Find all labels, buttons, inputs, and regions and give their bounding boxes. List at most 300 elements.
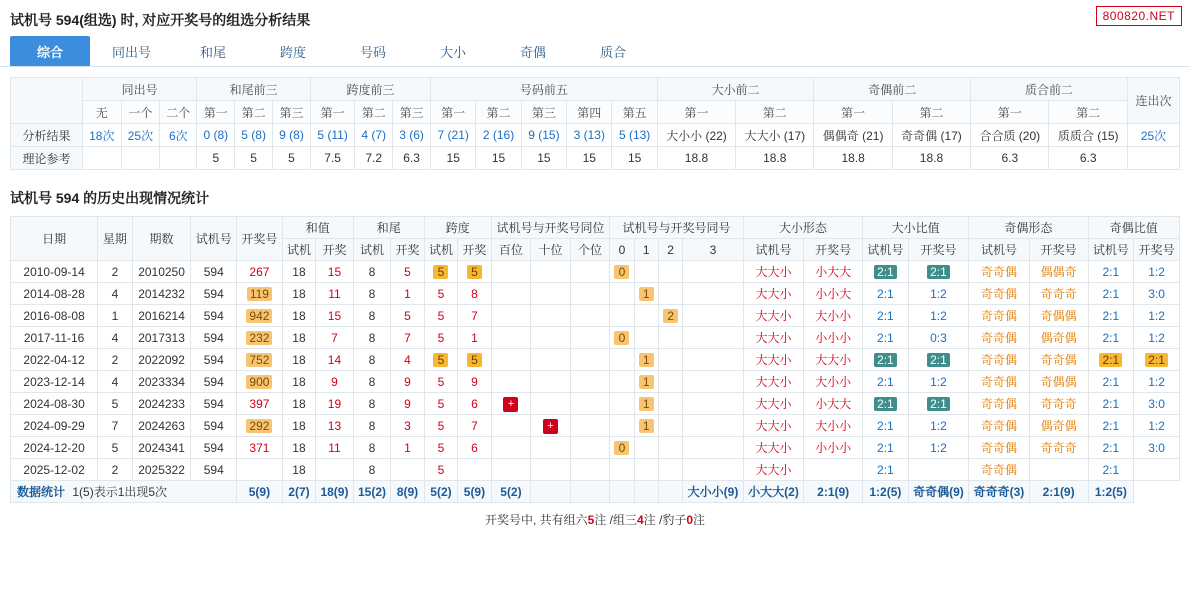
tab-kuadu[interactable]: 跨度 <box>280 44 307 60</box>
cell-ratio-test: 2:1 <box>863 415 909 437</box>
cell-oer-test: 2:1 <box>1088 305 1134 327</box>
cell-same-pos-shi <box>531 283 571 305</box>
analysis-kuadu-2: 4 (7) <box>355 124 393 147</box>
stats-oe-test: 奇奇偶(9) <box>908 481 969 503</box>
tab-hewei[interactable]: 和尾 <box>200 44 227 60</box>
cell-same-pos-shi <box>531 415 571 437</box>
sub-wu: 无 <box>83 101 122 124</box>
cell-drawnum-badge: 752 <box>246 353 272 367</box>
cell-same-num-0 <box>610 349 634 371</box>
cell-form-test: 大大小 <box>743 393 804 415</box>
cell-same-num-0 <box>610 283 634 305</box>
sub-form-draw: 开奖号 <box>804 239 863 261</box>
sub-form-test: 试机号 <box>743 239 804 261</box>
cell-issue: 2016214 <box>132 305 191 327</box>
cell-ratio-draw <box>908 261 969 283</box>
sub-same-0: 0 <box>610 239 634 261</box>
stats-he-draw: 2(7) <box>282 481 315 503</box>
sub-haoma-5: 第五 <box>612 101 657 124</box>
cell-issue: 2024341 <box>132 437 191 459</box>
cell-oer-test: 2:1 <box>1088 371 1134 393</box>
cell-same-pos-bai <box>491 393 531 415</box>
cell-he-test: 18 <box>282 349 315 371</box>
cell-date: 2010-09-14 <box>11 261 98 283</box>
cell-week: 7 <box>98 415 132 437</box>
cell-same-num-2 <box>658 393 682 415</box>
sub-haoma-2: 第二 <box>476 101 521 124</box>
sub-same-1: 1 <box>634 239 658 261</box>
cell-week: 5 <box>98 393 132 415</box>
history-stats-row <box>11 481 1180 503</box>
cell-ratio-draw: 1:2 <box>908 437 969 459</box>
cell-he-test: 18 <box>282 371 315 393</box>
cell-same-num-3 <box>683 459 744 481</box>
cell-drawnum <box>237 371 283 393</box>
analysis-hewei-3: 9 (8) <box>273 124 311 147</box>
footer-mid2: 注 /豹子 <box>643 513 687 527</box>
cell-oer-draw: 1:2 <box>1134 415 1180 437</box>
cell-same-num-1-badge: 1 <box>639 353 654 367</box>
cell-oe-test: 奇奇偶 <box>969 415 1030 437</box>
col-issue: 期数 <box>132 217 191 261</box>
sub-oer-test: 试机号 <box>1088 239 1134 261</box>
plus-icon: + <box>543 419 558 434</box>
table-row[interactable] <box>11 283 1180 305</box>
cell-form-draw: 小小大 <box>804 283 863 305</box>
cell-same-pos-bai <box>491 459 531 481</box>
cell-same-num-0-badge: 0 <box>614 441 629 455</box>
analysis-zhihe-2: 质质合 (15) <box>1049 124 1128 147</box>
cell-ratio-draw-badge: 2:1 <box>927 397 950 411</box>
stats-same-1 <box>610 481 634 503</box>
tab-jiou[interactable]: 奇偶 <box>520 44 547 60</box>
analysis-kuadu-3: 3 (6) <box>393 124 431 147</box>
col-hewei: 和尾 <box>353 217 424 239</box>
cell-same-num-0 <box>610 459 634 481</box>
cell-drawnum <box>237 459 283 481</box>
summary-row-analysis <box>11 124 1180 147</box>
cell-date: 2017-11-16 <box>11 327 98 349</box>
theory-hewei-1: 5 <box>197 147 235 170</box>
cell-same-num-3 <box>683 283 744 305</box>
history-group-header-row <box>11 217 1180 239</box>
cell-kua-draw <box>458 261 491 283</box>
cell-issue: 2017313 <box>132 327 191 349</box>
cell-oer-test: 2:1 <box>1088 261 1134 283</box>
cell-oer-test-badge: 2:1 <box>1099 353 1122 367</box>
cell-testnum: 594 <box>191 349 237 371</box>
cell-kua-draw: 9 <box>458 371 491 393</box>
cell-week: 4 <box>98 283 132 305</box>
cell-kua-draw: 6 <box>458 437 491 459</box>
table-row[interactable] <box>11 327 1180 349</box>
col-date: 日期 <box>11 217 98 261</box>
summary-table <box>10 77 1180 170</box>
sub-jiou-1: 第一 <box>814 101 892 124</box>
cell-form-test: 大大小 <box>743 283 804 305</box>
cell-he-test: 18 <box>282 393 315 415</box>
cell-week: 5 <box>98 437 132 459</box>
group-zhihe-top2: 质合前二 <box>971 78 1128 101</box>
cell-testnum: 594 <box>191 459 237 481</box>
col-drawnum: 开奖号 <box>237 217 283 261</box>
theory-wu <box>83 147 122 170</box>
cell-same-num-0 <box>610 437 634 459</box>
cell-ratio-test-badge: 2:1 <box>874 397 897 411</box>
cell-form-draw: 大小小 <box>804 371 863 393</box>
sub-kuadu-1: 第一 <box>310 101 354 124</box>
sub-hewei-2: 第二 <box>235 101 273 124</box>
cell-same-num-1 <box>634 459 658 481</box>
theory-haoma-4: 15 <box>567 147 612 170</box>
theory-haoma-5: 15 <box>612 147 657 170</box>
cell-form-test: 大大小 <box>743 459 804 481</box>
cell-wei-test: 8 <box>353 261 391 283</box>
cell-same-num-2 <box>658 371 682 393</box>
cell-same-num-3 <box>683 437 744 459</box>
cell-date: 2024-08-30 <box>11 393 98 415</box>
cell-same-pos-shi <box>531 327 571 349</box>
cell-same-pos-ge <box>570 283 610 305</box>
sub-hezhi-draw: 开奖 <box>316 239 354 261</box>
col-jiou-ratio: 奇偶比值 <box>1088 217 1180 239</box>
sub-kuadu-2: 第二 <box>355 101 393 124</box>
group-haoma-top5: 号码前五 <box>431 78 658 101</box>
stats-oe-draw: 奇奇奇(3) <box>969 481 1030 503</box>
cell-he-draw: 11 <box>316 283 354 305</box>
cell-testnum: 594 <box>191 393 237 415</box>
sub-jiou-2: 第二 <box>892 101 970 124</box>
cell-issue: 2022092 <box>132 349 191 371</box>
sub-bai: 百位 <box>491 239 531 261</box>
cell-testnum: 594 <box>191 415 237 437</box>
stats-wei-draw: 15(2) <box>353 481 391 503</box>
cell-drawnum-badge: 119 <box>247 287 272 301</box>
table-row[interactable] <box>11 261 1180 283</box>
footer-zu6: 5 <box>587 513 595 527</box>
cell-he-test: 18 <box>282 459 315 481</box>
cell-oer-draw: 3:0 <box>1134 283 1180 305</box>
cell-wei-test: 8 <box>353 415 391 437</box>
cell-same-num-0 <box>610 393 634 415</box>
stats-form-draw: 小大大(2) <box>743 481 804 503</box>
tab-haoma[interactable]: 号码 <box>360 44 387 60</box>
cell-issue: 2024233 <box>132 393 191 415</box>
tab-zhihe[interactable]: 质合 <box>600 44 627 60</box>
cell-same-pos-shi <box>531 437 571 459</box>
cell-same-pos-bai <box>491 371 531 393</box>
cell-same-num-3 <box>683 349 744 371</box>
analysis-haoma-2: 2 (16) <box>476 124 521 147</box>
cell-oer-draw: 1:2 <box>1134 305 1180 327</box>
tab-zonghe[interactable]: 综合 <box>10 36 90 66</box>
cell-ratio-test-badge: 2:1 <box>874 265 897 279</box>
cell-he-draw: 15 <box>316 305 354 327</box>
cell-kua-draw <box>458 349 491 371</box>
cell-ratio-test: 2:1 <box>863 305 909 327</box>
sub-kuadu-test: 试机 <box>424 239 457 261</box>
cell-oe-draw: 偶偶奇 <box>1029 261 1088 283</box>
cell-kua-draw-badge: 5 <box>467 353 482 367</box>
analysis-jiou-2: 奇奇偶 (17) <box>892 124 970 147</box>
cell-oer-draw: 1:2 <box>1134 371 1180 393</box>
analysis-hewei-2: 5 (8) <box>235 124 273 147</box>
cell-oe-draw <box>1029 459 1088 481</box>
cell-drawnum: 267 <box>237 261 283 283</box>
cell-form-test: 大大小 <box>743 349 804 371</box>
cell-oer-draw <box>1134 349 1180 371</box>
analysis-wu: 18次 <box>83 124 122 147</box>
cell-oer-draw-badge: 2:1 <box>1145 353 1168 367</box>
stats-same-0 <box>570 481 610 503</box>
cell-oer-draw: 3:0 <box>1134 393 1180 415</box>
footer-zu3: 4 <box>636 513 644 527</box>
cell-wei-draw: 7 <box>391 327 424 349</box>
cell-same-num-0 <box>610 371 634 393</box>
cell-wei-test: 8 <box>353 327 391 349</box>
cell-drawnum-badge: 292 <box>246 419 272 433</box>
analysis-kuadu-1: 5 (11) <box>310 124 354 147</box>
stats-ratio-draw: 1:2(5) <box>863 481 909 503</box>
cell-form-draw <box>804 459 863 481</box>
stats-form-test: 大小小(9) <box>683 481 744 503</box>
theory-jiou-1: 18.8 <box>814 147 892 170</box>
cell-same-num-2 <box>658 283 682 305</box>
cell-testnum: 594 <box>191 371 237 393</box>
cell-oe-test: 奇奇偶 <box>969 261 1030 283</box>
cell-oe-test: 奇奇偶 <box>969 305 1030 327</box>
row-label-theory: 理论参考 <box>11 147 83 170</box>
sub-ratio-draw: 开奖号 <box>908 239 969 261</box>
cell-same-pos-ge <box>570 261 610 283</box>
cell-kua-test: 5 <box>424 415 457 437</box>
sub-ge: 个位 <box>570 239 610 261</box>
cell-wei-test: 8 <box>353 371 391 393</box>
cell-testnum: 594 <box>191 261 237 283</box>
cell-wei-draw: 5 <box>391 305 424 327</box>
cell-same-num-0-badge: 0 <box>614 265 629 279</box>
table-row[interactable] <box>11 371 1180 393</box>
sub-same-2: 2 <box>658 239 682 261</box>
analysis-hewei-1: 0 (8) <box>197 124 235 147</box>
cell-same-pos-ge <box>570 415 610 437</box>
cell-he-draw: 7 <box>316 327 354 349</box>
cell-testnum: 594 <box>191 305 237 327</box>
cell-wei-draw: 9 <box>391 393 424 415</box>
cell-wei-draw: 1 <box>391 437 424 459</box>
cell-ratio-test <box>863 393 909 415</box>
cell-testnum: 594 <box>191 327 237 349</box>
cell-kua-test: 5 <box>424 327 457 349</box>
sub-erge: 二个 <box>160 101 197 124</box>
theory-haoma-2: 15 <box>476 147 521 170</box>
stats-same-2 <box>634 481 658 503</box>
cell-same-pos-bai <box>491 415 531 437</box>
cell-wei-test: 8 <box>353 437 391 459</box>
table-row[interactable] <box>11 459 1180 481</box>
cell-ratio-draw: 1:2 <box>908 283 969 305</box>
history-body <box>11 261 1180 481</box>
col-same-position: 试机号与开奖号同位 <box>491 217 610 239</box>
stats-wei-test: 18(9) <box>316 481 354 503</box>
cell-oe-test: 奇奇偶 <box>969 393 1030 415</box>
sub-kuadu-draw: 开奖 <box>458 239 491 261</box>
cell-same-pos-ge <box>570 327 610 349</box>
cell-form-test: 大大小 <box>743 327 804 349</box>
analysis-haoma-4: 3 (13) <box>567 124 612 147</box>
cell-wei-draw: 9 <box>391 371 424 393</box>
sub-kuadu-3: 第三 <box>393 101 431 124</box>
cell-kua-test <box>424 349 457 371</box>
cell-wei-draw: 3 <box>391 415 424 437</box>
cell-date: 2016-08-08 <box>11 305 98 327</box>
cell-ratio-test-badge: 2:1 <box>874 353 897 367</box>
theory-hewei-2: 5 <box>235 147 273 170</box>
cell-he-draw: 15 <box>316 261 354 283</box>
cell-ratio-test <box>863 349 909 371</box>
cell-form-draw: 小大大 <box>804 261 863 283</box>
tab-tongchuhao[interactable]: 同出号 <box>112 44 152 60</box>
summary-corner-cell <box>11 78 83 124</box>
cell-same-num-1-badge: 1 <box>639 419 654 433</box>
cell-issue: 2024263 <box>132 415 191 437</box>
col-daxiao-form: 大小形态 <box>743 217 862 239</box>
cell-ratio-draw <box>908 393 969 415</box>
col-testnum: 试机号 <box>191 217 237 261</box>
cell-wei-draw: 1 <box>391 283 424 305</box>
cell-wei-test: 8 <box>353 283 391 305</box>
history-table <box>10 216 1180 503</box>
table-row[interactable] <box>11 437 1180 459</box>
cell-oer-test: 2:1 <box>1088 415 1134 437</box>
cell-same-num-2 <box>658 459 682 481</box>
theory-erge <box>160 147 197 170</box>
cell-same-num-2 <box>658 261 682 283</box>
cell-oer-draw: 1:2 <box>1134 261 1180 283</box>
sub-haoma-4: 第四 <box>567 101 612 124</box>
cell-oer-test: 2:1 <box>1088 437 1134 459</box>
cell-same-num-0 <box>610 261 634 283</box>
cell-drawnum: 397 <box>237 393 283 415</box>
cell-week: 4 <box>98 327 132 349</box>
cell-same-pos-ge <box>570 305 610 327</box>
analysis-lianchu: 25次 <box>1128 124 1180 147</box>
cell-same-num-3 <box>683 305 744 327</box>
sub-haoma-1: 第一 <box>431 101 476 124</box>
cell-oer-test <box>1088 349 1134 371</box>
cell-week: 2 <box>98 459 132 481</box>
cell-ratio-draw: 1:2 <box>908 415 969 437</box>
cell-wei-test: 8 <box>353 349 391 371</box>
cell-same-num-1 <box>634 349 658 371</box>
cell-kua-draw: 6 <box>458 393 491 415</box>
cell-kua-draw <box>458 459 491 481</box>
cell-same-num-1-badge: 1 <box>639 375 654 389</box>
cell-same-num-1 <box>634 305 658 327</box>
cell-same-pos-shi <box>531 393 571 415</box>
cell-kua-draw: 8 <box>458 283 491 305</box>
cell-oe-draw: 奇奇奇 <box>1029 283 1088 305</box>
cell-oe-draw: 偶奇偶 <box>1029 327 1088 349</box>
analysis-zhihe-1: 合合质 (20) <box>971 124 1049 147</box>
cell-he-test: 18 <box>282 283 315 305</box>
cell-oe-test: 奇奇偶 <box>969 437 1030 459</box>
cell-oe-test: 奇奇偶 <box>969 283 1030 305</box>
analysis-daxiao-2: 大大小 (17) <box>736 124 814 147</box>
theory-haoma-3: 15 <box>521 147 566 170</box>
footer-suffix: 注 <box>693 513 706 527</box>
sub-hewei-test: 试机 <box>353 239 391 261</box>
cell-same-num-0-badge: 0 <box>614 331 629 345</box>
sub-shi: 十位 <box>531 239 571 261</box>
cell-wei-draw <box>391 459 424 481</box>
cell-drawnum <box>237 349 283 371</box>
cell-same-num-3 <box>683 261 744 283</box>
cell-form-draw: 大大小 <box>804 349 863 371</box>
cell-oer-test: 2:1 <box>1088 283 1134 305</box>
cell-oe-draw: 奇偶偶 <box>1029 305 1088 327</box>
cell-same-pos-shi <box>531 371 571 393</box>
table-row[interactable] <box>11 305 1180 327</box>
cell-same-num-2-badge: 2 <box>663 309 678 323</box>
cell-date: 2025-12-02 <box>11 459 98 481</box>
cell-same-num-1 <box>634 327 658 349</box>
cell-same-num-1 <box>634 261 658 283</box>
analysis-haoma-5: 5 (13) <box>612 124 657 147</box>
cell-same-pos-ge <box>570 393 610 415</box>
cell-form-draw: 大小小 <box>804 415 863 437</box>
cell-kua-test: 5 <box>424 459 457 481</box>
cell-kua-test: 5 <box>424 393 457 415</box>
cell-oer-test: 2:1 <box>1088 459 1134 481</box>
stats-oer-draw: 1:2(5) <box>1088 481 1134 503</box>
cell-oe-test: 奇奇偶 <box>969 327 1030 349</box>
footer-mid1: 注 /组三 <box>594 513 637 527</box>
analysis-jiou-1: 偶偶奇 (21) <box>814 124 892 147</box>
cell-he-test: 18 <box>282 305 315 327</box>
page-title: 试机号 594(组选) 时, 对应开奖号的组选分析结果 <box>10 12 311 28</box>
footer-prefix: 开奖号中, 共有组六 <box>484 513 588 527</box>
table-row[interactable] <box>11 349 1180 371</box>
cell-he-draw <box>316 459 354 481</box>
theory-haoma-1: 15 <box>431 147 476 170</box>
cell-drawnum <box>237 305 283 327</box>
cell-oe-draw: 奇奇偶 <box>1029 349 1088 371</box>
stats-he-test: 5(9) <box>237 481 283 503</box>
cell-oer-draw: 1:2 <box>1134 327 1180 349</box>
cell-ratio-test: 2:1 <box>863 327 909 349</box>
history-title: 试机号 594 的历史出现情况统计 <box>10 190 210 206</box>
col-same-number: 试机号与开奖号同号 <box>610 217 743 239</box>
cell-drawnum: 371 <box>237 437 283 459</box>
table-row[interactable] <box>11 415 1180 437</box>
tab-daxiao[interactable]: 大小 <box>440 44 467 60</box>
cell-form-test: 大大小 <box>743 261 804 283</box>
cell-wei-test: 8 <box>353 459 391 481</box>
cell-form-test: 大大小 <box>743 371 804 393</box>
cell-same-num-3 <box>683 371 744 393</box>
cell-oe-draw: 奇偶偶 <box>1029 371 1088 393</box>
table-row[interactable] <box>11 393 1180 415</box>
cell-same-pos-ge <box>570 437 610 459</box>
cell-drawnum <box>237 283 283 305</box>
sub-hewei-3: 第三 <box>273 101 311 124</box>
cell-he-test: 18 <box>282 261 315 283</box>
cell-drawnum-badge: 900 <box>246 375 272 389</box>
cell-same-num-3 <box>683 327 744 349</box>
cell-same-num-1-badge: 1 <box>639 397 654 411</box>
cell-kua-test: 5 <box>424 283 457 305</box>
